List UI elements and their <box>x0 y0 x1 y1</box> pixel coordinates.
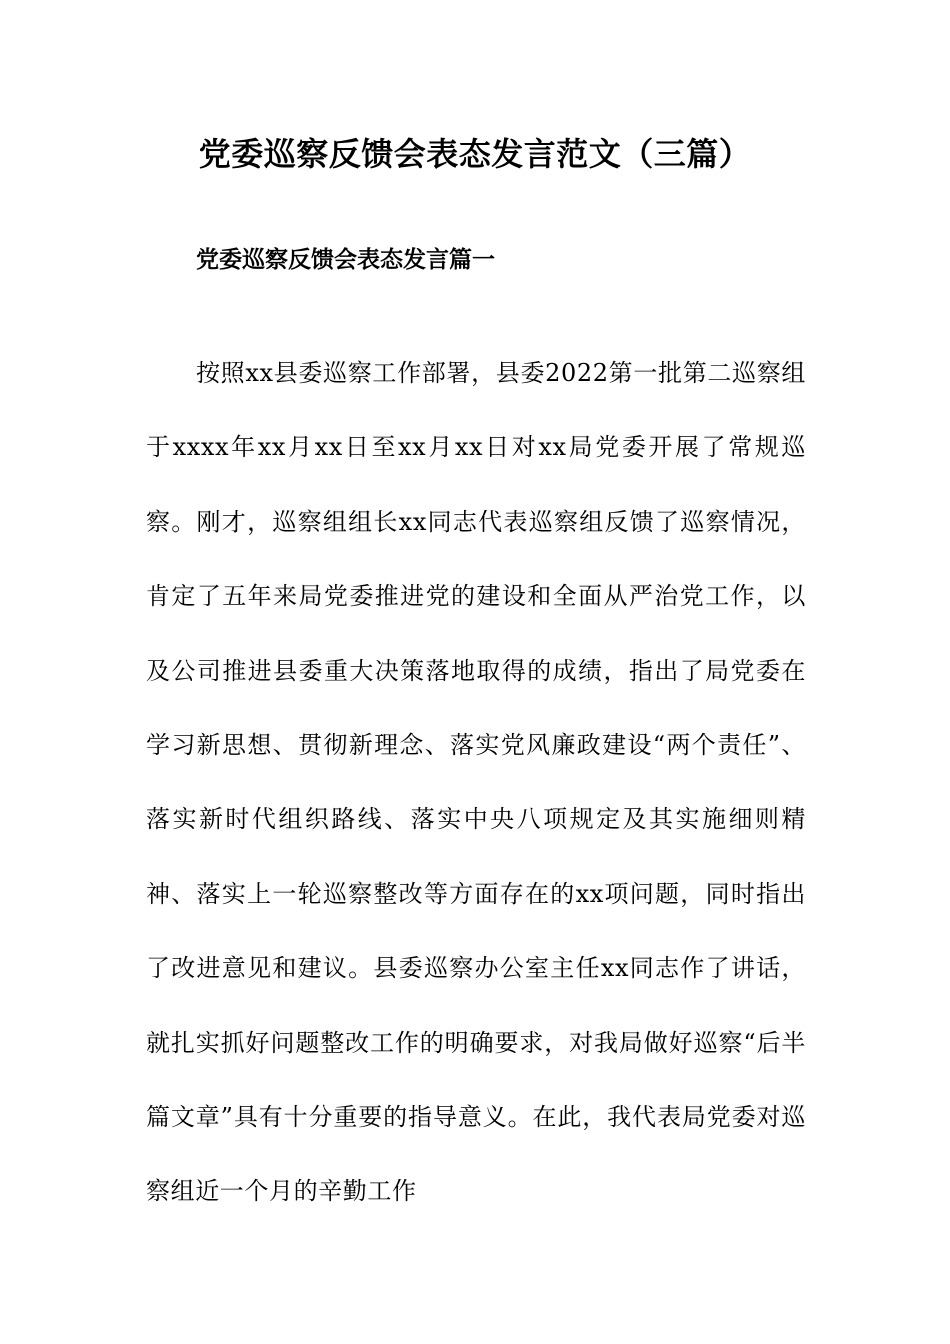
body-paragraph: 按照xx县委巡察工作部署，县委2022第一批第二巡察组于xxxx年xx月xx日至xx月xx日对xx局党委开展了常规巡察。刚才，巡察组组长xx同志代表巡察组反馈了巡察情况，肯定了五年来局党委推进党的建设和全面从严治党工作，以及公司推进县委重大决策落地取得的成绩，指出了局党委在学习新思想、贯彻新理念、落实党风廉政建设“两个责任”、落实新时代组织路线、落实中央八项规定及其实施细则精神、落实上一轮巡察整改等方面存在的xx项问题，同时指出了改进意见和建议。县委巡察办公室主任xx同志作了讲话，就扎实抓好问题整改工作的明确要求，对我局做好巡察“后半篇文章”具有十分重要的指导意义。在此，我代表局党委对巡察组近一个月的辛勤工作 <box>146 359 806 1206</box>
section-heading: 党委巡察反馈会表态发言篇一 <box>196 246 495 273</box>
document-title: 党委巡察反馈会表态发言范文（三篇） <box>198 135 752 173</box>
